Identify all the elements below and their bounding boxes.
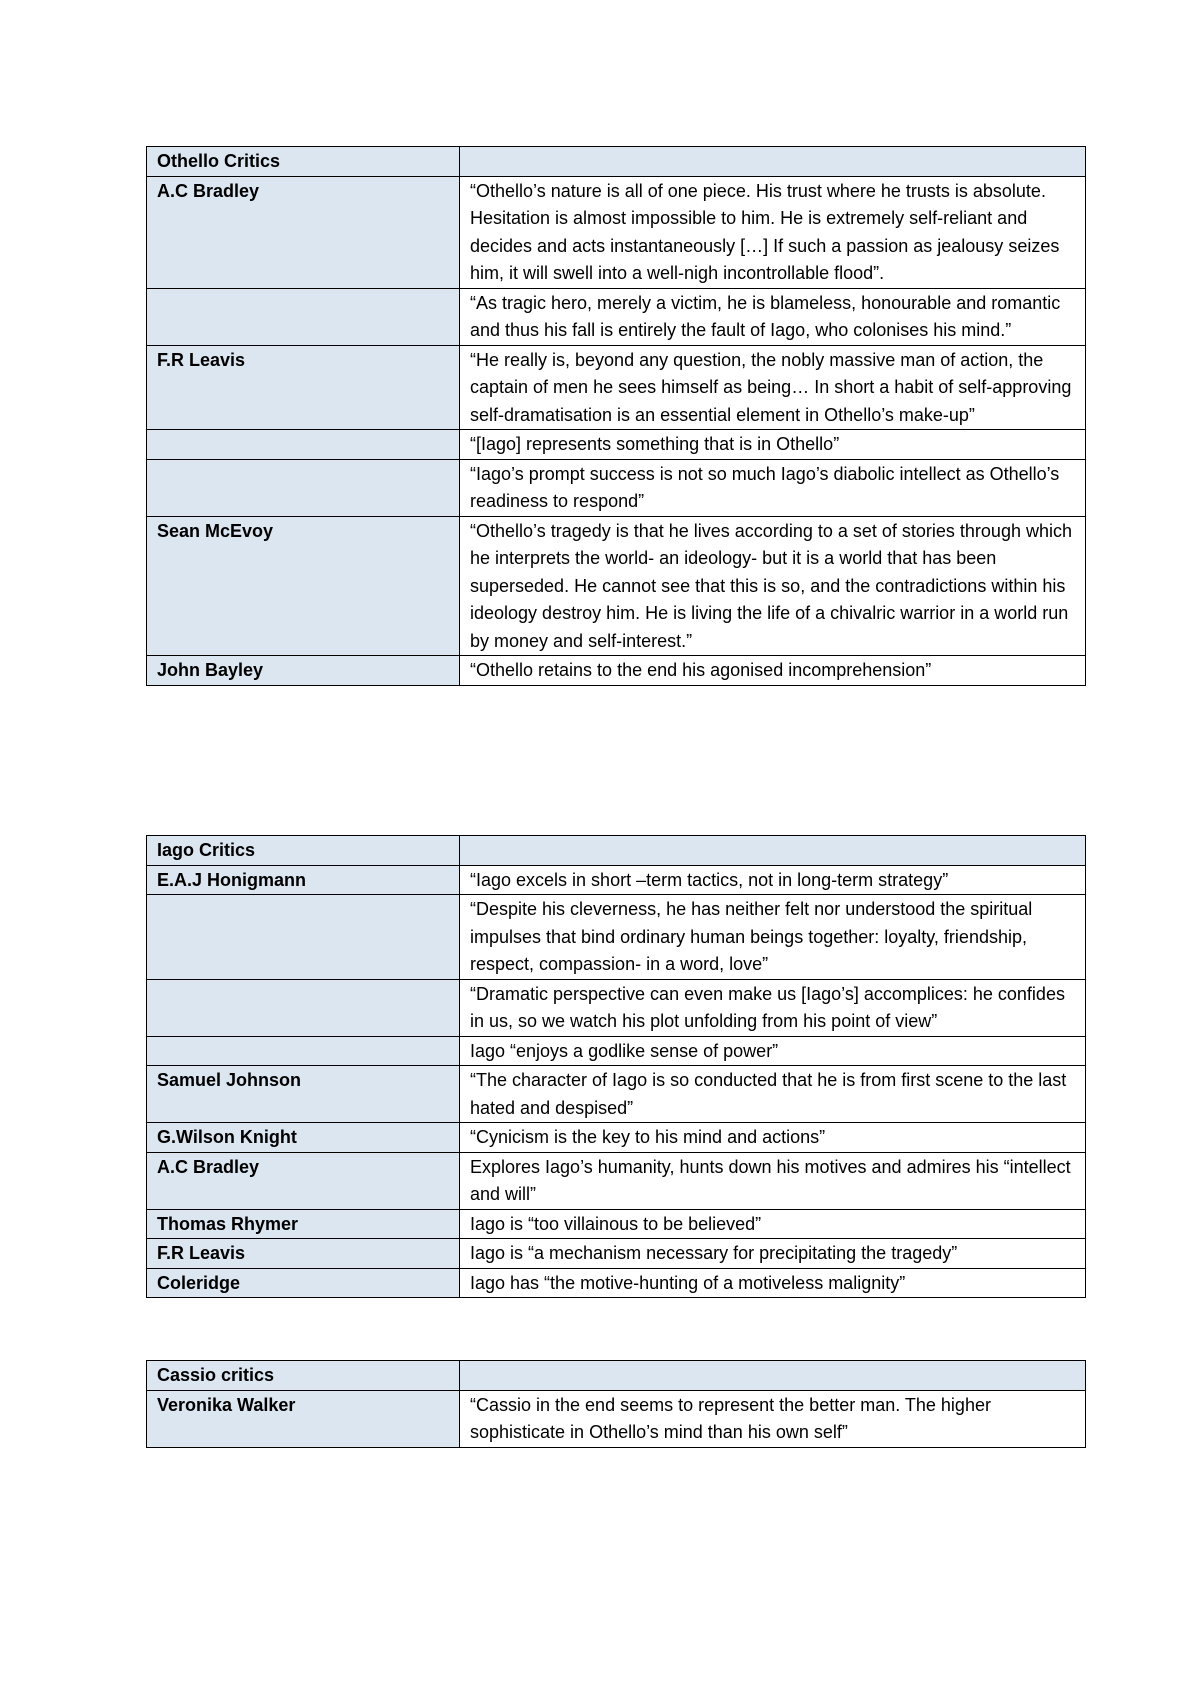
critic-name <box>147 288 460 345</box>
table-row <box>147 1152 1086 1209</box>
critic-quote: “Dramatic perspective can even make us [Iago’s] accomplices: he confides in us, so we watch his plot unfolding from his point of view” <box>460 979 1086 1036</box>
critic-name: F.R Leavis <box>147 345 460 430</box>
critic-name: F.R Leavis <box>147 1239 460 1269</box>
critic-name <box>147 459 460 516</box>
critic-name <box>147 979 460 1036</box>
table-header-row <box>147 1361 1086 1391</box>
critic-quote: “Despite his cleverness, he has neither felt nor understood the spiritual impulses that bind ordinary human beings together: loyalty, friendship, respect, compassion- in a word, love” <box>460 895 1086 980</box>
cassio-critics-table <box>146 1360 1086 1448</box>
critic-name: Coleridge <box>147 1268 460 1298</box>
critic-quote: Iago “enjoys a godlike sense of power” <box>460 1036 1086 1066</box>
table-row <box>147 1066 1086 1123</box>
table-heading-blank <box>460 836 1086 866</box>
critic-quote: “The character of Iago is so conducted that he is from first scene to the last hated and despised” <box>460 1066 1086 1123</box>
table-row <box>147 288 1086 345</box>
table-row <box>147 176 1086 288</box>
table-row <box>147 895 1086 980</box>
critic-name: A.C Bradley <box>147 176 460 288</box>
critic-name <box>147 430 460 460</box>
critic-quote: Iago has “the motive-hunting of a motiveless malignity” <box>460 1268 1086 1298</box>
table-row <box>147 979 1086 1036</box>
critic-quote: “Iago excels in short –term tactics, not in long-term strategy” <box>460 865 1086 895</box>
table-heading: Cassio critics <box>147 1361 460 1391</box>
table-body <box>147 836 1086 1298</box>
table-heading-blank <box>460 147 1086 177</box>
table-header-row <box>147 147 1086 177</box>
critic-name: Thomas Rhymer <box>147 1209 460 1239</box>
table-row <box>147 656 1086 686</box>
critic-name: A.C Bradley <box>147 1152 460 1209</box>
critic-quote: “[Iago] represents something that is in Othello” <box>460 430 1086 460</box>
table-body <box>147 147 1086 686</box>
critic-name <box>147 895 460 980</box>
table-row <box>147 1209 1086 1239</box>
critic-quote: “Othello retains to the end his agonised incomprehension” <box>460 656 1086 686</box>
table-row <box>147 865 1086 895</box>
table-header-row <box>147 836 1086 866</box>
iago-critics-table <box>146 835 1086 1298</box>
table-row <box>147 1390 1086 1447</box>
critic-quote: “As tragic hero, merely a victim, he is blameless, honourable and romantic and thus his fall is entirely the fault of Iago, who colonises his mind.” <box>460 288 1086 345</box>
critic-name: John Bayley <box>147 656 460 686</box>
critic-name: Sean McEvoy <box>147 516 460 656</box>
critic-quote: Iago is “too villainous to be believed” <box>460 1209 1086 1239</box>
critic-quote: Explores Iago’s humanity, hunts down his motives and admires his “intellect and will” <box>460 1152 1086 1209</box>
critic-quote: Iago is “a mechanism necessary for precipitating the tragedy” <box>460 1239 1086 1269</box>
table-row <box>147 1123 1086 1153</box>
table-heading: Iago Critics <box>147 836 460 866</box>
critic-quote: “He really is, beyond any question, the nobly massive man of action, the captain of men he sees himself as being… In short a habit of self-approving self-dramatisation is an essential element in Othello’s make-up” <box>460 345 1086 430</box>
critic-quote: “Cassio in the end seems to represent the better man. The higher sophisticate in Othello’s mind than his own self” <box>460 1390 1086 1447</box>
table-row <box>147 1036 1086 1066</box>
critic-quote: “Cynicism is the key to his mind and actions” <box>460 1123 1086 1153</box>
table-body <box>147 1361 1086 1448</box>
critic-name: Veronika Walker <box>147 1390 460 1447</box>
critic-name: Samuel Johnson <box>147 1066 460 1123</box>
table-row <box>147 516 1086 656</box>
critic-name: E.A.J Honigmann <box>147 865 460 895</box>
othello-critics-table <box>146 146 1086 686</box>
table-row <box>147 1268 1086 1298</box>
table-row <box>147 430 1086 460</box>
critic-quote: “Othello’s tragedy is that he lives according to a set of stories through which he interprets the world- an ideology- but it is a world that has been superseded. He cannot see that this is so, and the contradictions within his ideology destroy him. He is living the life of a chivalric warrior in a world run by money and self-interest.” <box>460 516 1086 656</box>
critic-name: G.Wilson Knight <box>147 1123 460 1153</box>
critic-quote: “Othello’s nature is all of one piece. His trust where he trusts is absolute. Hesitation is almost impossible to him. He is extremely self-reliant and decides and acts instantaneously […] If such a passion as jealousy seizes him, it will swell into a well-nigh incontrollable flood”. <box>460 176 1086 288</box>
critic-quote: “Iago’s prompt success is not so much Iago’s diabolic intellect as Othello’s readiness to respond” <box>460 459 1086 516</box>
table-row <box>147 1239 1086 1269</box>
table-heading-blank <box>460 1361 1086 1391</box>
critic-name <box>147 1036 460 1066</box>
table-heading: Othello Critics <box>147 147 460 177</box>
table-row <box>147 459 1086 516</box>
table-row <box>147 345 1086 430</box>
